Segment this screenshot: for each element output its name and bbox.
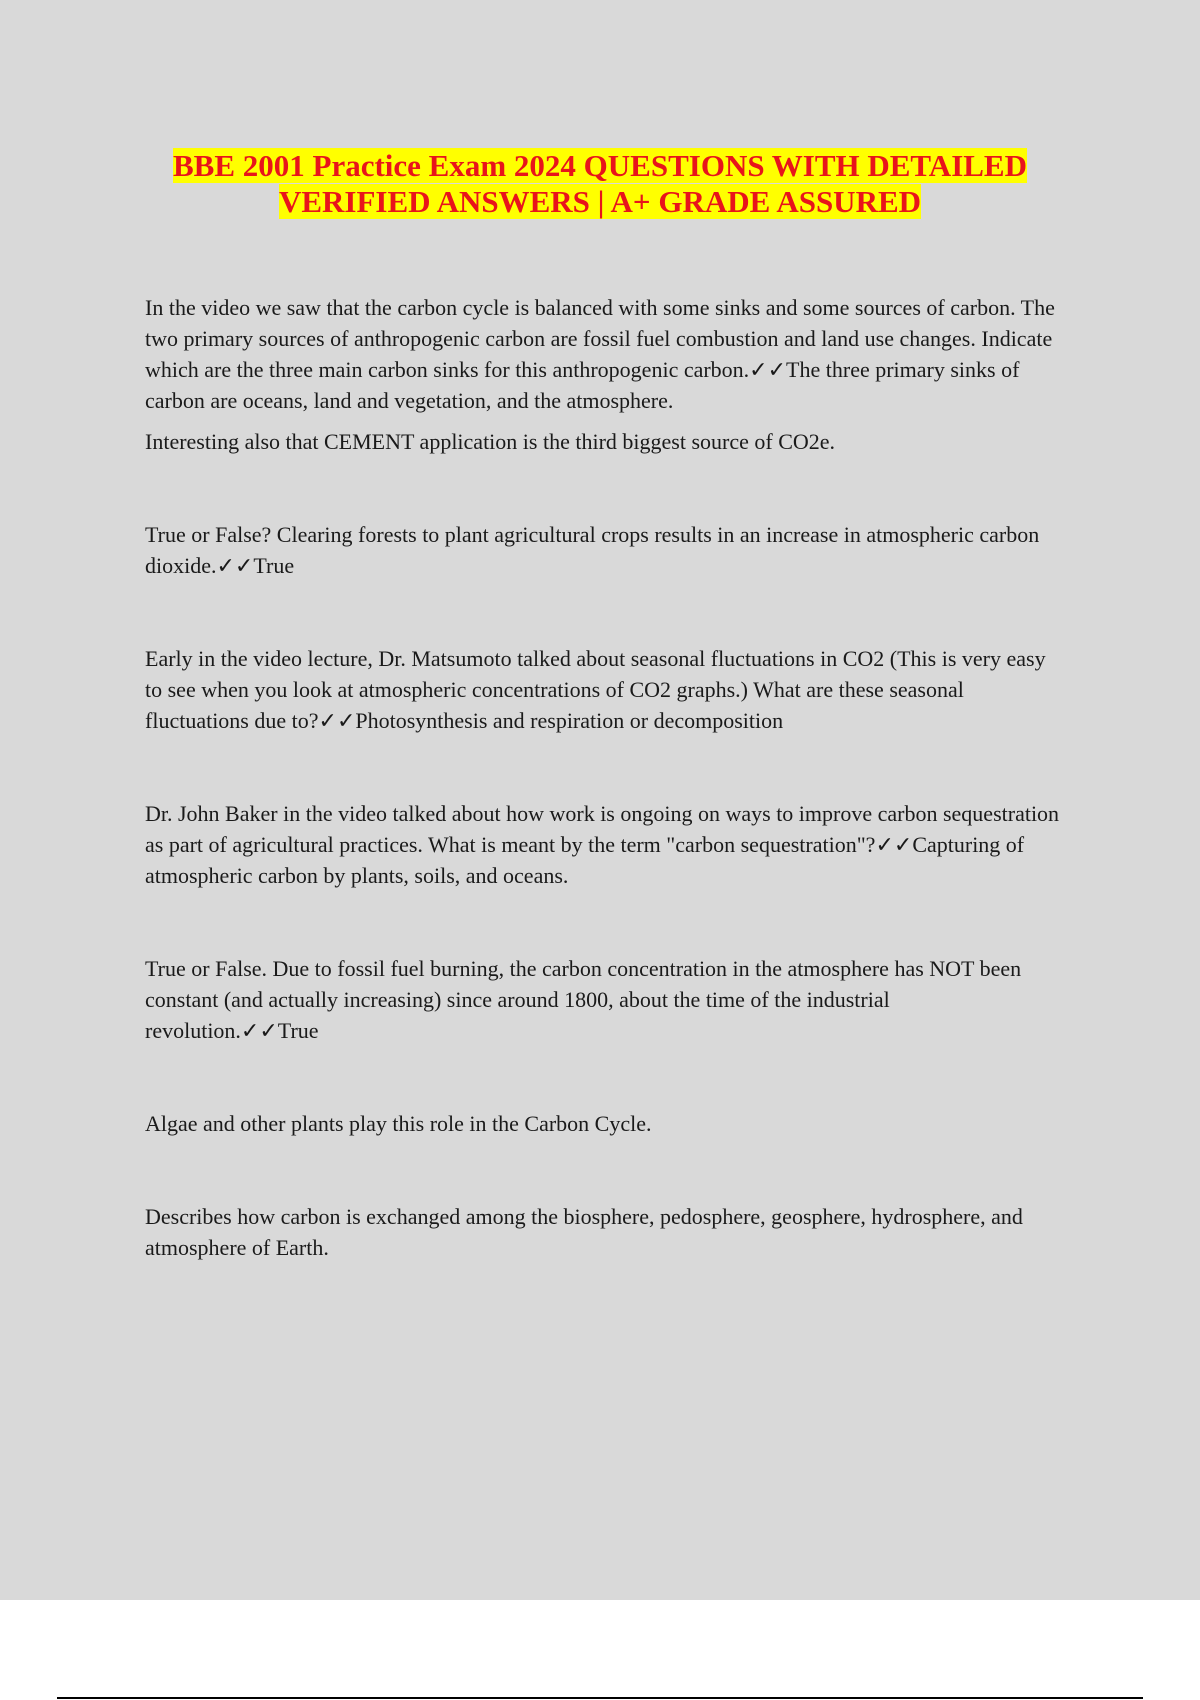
- question-paragraph: True or False? Clearing forests to plant agricultural crops results in an increase in atmospheric carbon dioxide.✓✓True: [145, 522, 1040, 578]
- footer-divider: [57, 1697, 1143, 1699]
- question-paragraph: True or False. Due to fossil fuel burning, the carbon concentration in the atmosphere has NOT been constant (and actually increasing) since around 1800, about the time of the industrial revolution.✓✓True: [145, 956, 1022, 1043]
- document-body: [145, 292, 1065, 1263]
- document-title: [100, 148, 1100, 220]
- title-line-2: VERIFIED ANSWERS | A+ GRADE ASSURED: [278, 184, 922, 219]
- question-paragraph: Dr. John Baker in the video talked about how work is ongoing on ways to improve carbon sequestration as part of agricultural practices. What is meant by the term "carbon sequestration"?✓✓Capturing of atmospheric carbon by plants, soils, and oceans.: [145, 801, 1060, 888]
- title-line-1: BBE 2001 Practice Exam 2024 QUESTIONS WITH DETAILED: [172, 148, 1027, 183]
- question-paragraph: Interesting also that CEMENT application is the third biggest source of CO2e.: [145, 429, 836, 454]
- question-paragraph: Describes how carbon is exchanged among the biosphere, pedosphere, geosphere, hydrosphere, and atmosphere of Earth.: [145, 1204, 1023, 1260]
- question-paragraph: Algae and other plants play this role in the Carbon Cycle.: [145, 1111, 652, 1136]
- question-paragraph: Early in the video lecture, Dr. Matsumoto talked about seasonal fluctuations in CO2 (This is very easy to see when you look at atmospheric concentrations of CO2 graphs.) What are these seasonal fluctuations due to?✓✓Photosynthesis and respiration or decomposition: [145, 646, 1046, 733]
- question-paragraph: In the video we saw that the carbon cycle is balanced with some sinks and some sources of carbon. The two primary sources of anthropogenic carbon are fossil fuel combustion and land use changes. Indicate which are the three main carbon sinks for this anthropogenic carbon.✓✓The three primary sinks of carbon are oceans, land and vegetation, and the atmosphere.: [145, 295, 1055, 413]
